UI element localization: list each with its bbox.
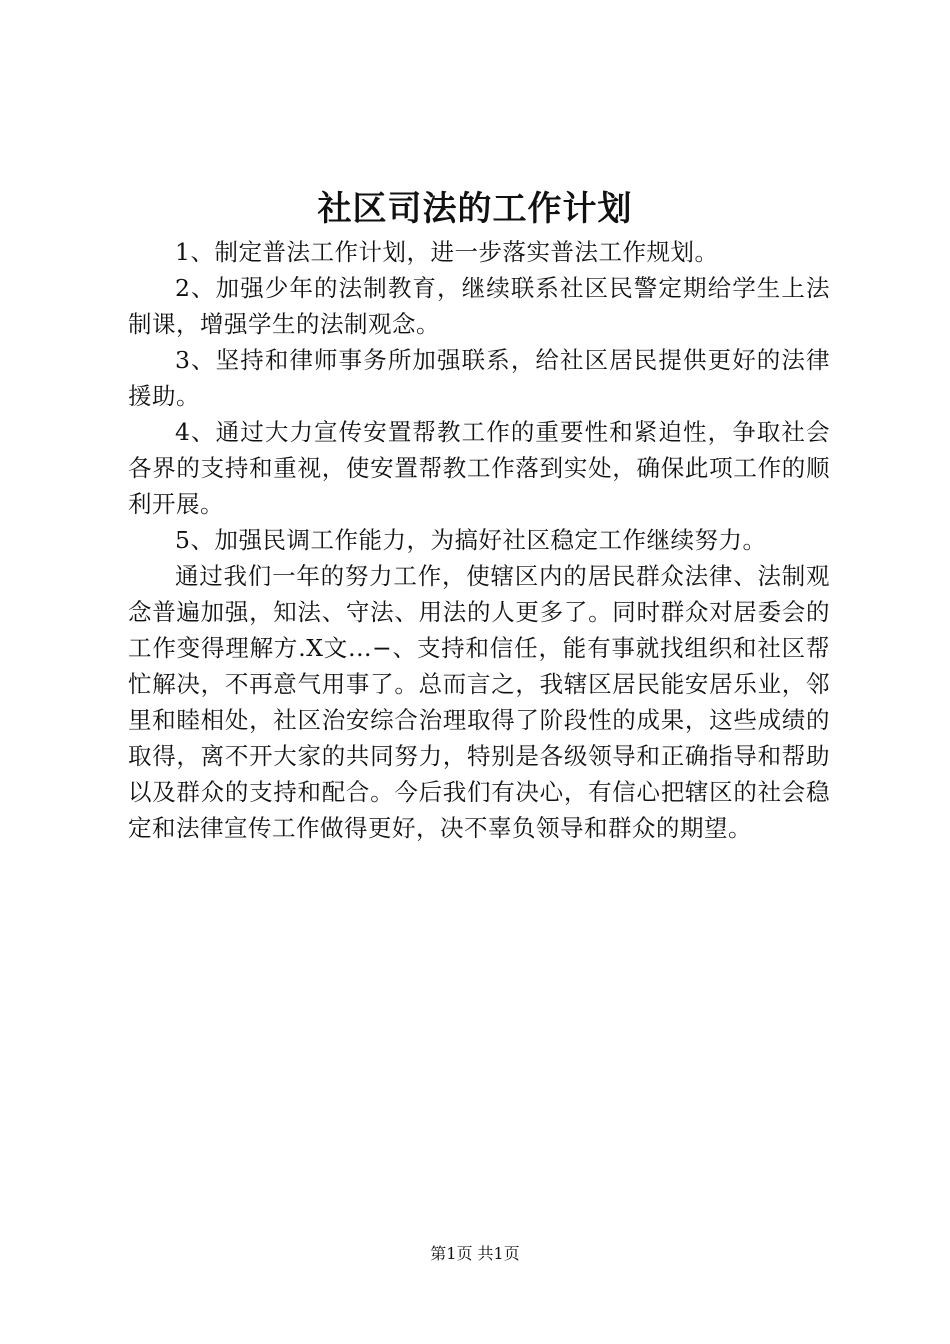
- page-footer: 第1页 共1页: [430, 1244, 520, 1263]
- document-body: [128, 234, 830, 846]
- document-title: 社区司法的工作计划: [317, 189, 633, 229]
- paragraph-item-4: 4、通过大力宣传安置帮教工作的重要性和紧迫性，争取社会各界的支持和重视，使安置帮教工作落到实处，确保此项工作的顺利开展。: [128, 418, 830, 518]
- summary-paragraph: 通过我们一年的努力工作，使辖区内的居民群众法律、法制观念普遍加强，知法、守法、用法的人更多了。同时群众对居委会的工作变得理解方.X文...−、支持和信任，能有事就找组织和社区帮忙解决，不再意气用事了。总而言之，我辖区居民能安居乐业，邻里和睦相处，社区治安综合治理取得了阶段性的成果，这些成绩的取得，离不开大家的共同努力，特别是各级领导和正确指导和帮助以及群众的支持和配合。今后我们有决心，有信心把辖区的社会稳定和法律宣传工作做得更好，决不辜负领导和群众的期望。: [128, 562, 830, 842]
- paragraph-item-3: 3、坚持和律师事务所加强联系，给社区居民提供更好的法律援助。: [128, 346, 830, 410]
- paragraph-item-2: 2、加强少年的法制教育，继续联系社区民警定期给学生上法制课，增强学生的法制观念。: [128, 274, 830, 338]
- paragraph-item-5: 5、加强民调工作能力，为搞好社区稳定工作继续努力。: [175, 526, 767, 554]
- paragraph-item-1: 1、制定普法工作计划，进一步落实普法工作规划。: [175, 238, 719, 266]
